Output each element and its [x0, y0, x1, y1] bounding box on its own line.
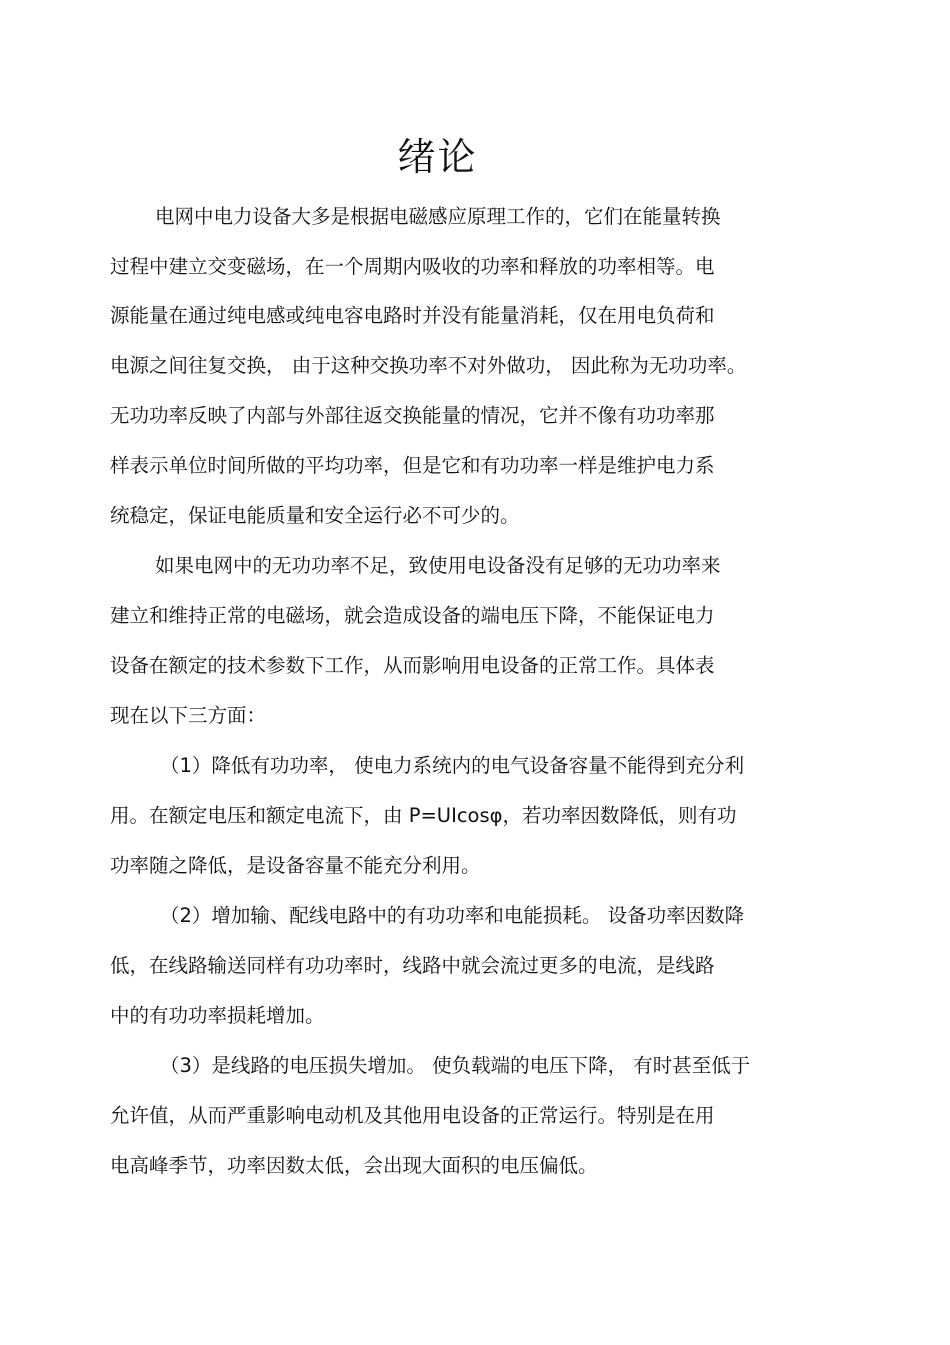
item-1-line-1: （1）降低有功功率， 使电力系统内的电气设备容量不能得到充分利 [160, 754, 745, 777]
paragraph-1-line-2: 过程中建立交变磁场，在一个周期内吸收的功率和释放的功率相等。电 [110, 255, 715, 278]
paragraph-1-line-7: 统稳定，保证电能质量和安全运行必不可少的。 [110, 504, 520, 527]
paragraph-1-line-1: 电网中电力设备大多是根据电磁感应原理工作的，它们在能量转换 [155, 205, 721, 228]
item-3-line-2: 允许值，从而严重影响电动机及其他用电设备的正常运行。特别是在用 [110, 1104, 715, 1127]
paragraph-1-line-6: 样表示单位时间所做的平均功率，但是它和有功功率一样是维护电力系 [110, 454, 715, 477]
paragraph-2-line-3: 设备在额定的技术参数下工作，从而影响用电设备的正常工作。具体表 [110, 654, 715, 677]
item-2-line-1: （2）增加输、配线电路中的有功功率和电能损耗。 设备功率因数降 [160, 904, 745, 927]
paragraph-1-line-5: 无功功率反映了内部与外部往返交换能量的情况，它并不像有功功率那 [110, 404, 715, 427]
item-2-line-2: 低，在线路输送同样有功功率时，线路中就会流过更多的电流，是线路 [110, 954, 715, 977]
item-1-line-3: 功率随之降低，是设备容量不能充分利用。 [110, 854, 481, 877]
item-1-line-2: 用。在额定电压和额定电流下，由 P=UIcosφ，若功率因数降低，则有功 [110, 804, 737, 827]
paragraph-1-line-4: 电源之间往复交换， 由于这种交换功率不对外做功， 因此称为无功功率。 [110, 354, 747, 377]
item-2-line-3: 中的有功功率损耗增加。 [110, 1004, 325, 1027]
paragraph-2-line-2: 建立和维持正常的电磁场，就会造成设备的端电压下降，不能保证电力 [110, 604, 715, 627]
item-3-line-3: 电高峰季节，功率因数太低，会出现大面积的电压偏低。 [110, 1154, 598, 1177]
paragraph-1-line-3: 源能量在通过纯电感或纯电容电路时并没有能量消耗，仅在用电负荷和 [110, 304, 715, 327]
item-3-line-1: （3）是线路的电压损失增加。 使负载端的电压下降， 有时甚至低于 [160, 1054, 751, 1077]
paragraph-2-line-4: 现在以下三方面： [110, 704, 267, 727]
page-title: 绪论 [397, 135, 478, 179]
paragraph-2-line-1: 如果电网中的无功功率不足，致使用电设备没有足够的无功功率来 [155, 554, 721, 577]
